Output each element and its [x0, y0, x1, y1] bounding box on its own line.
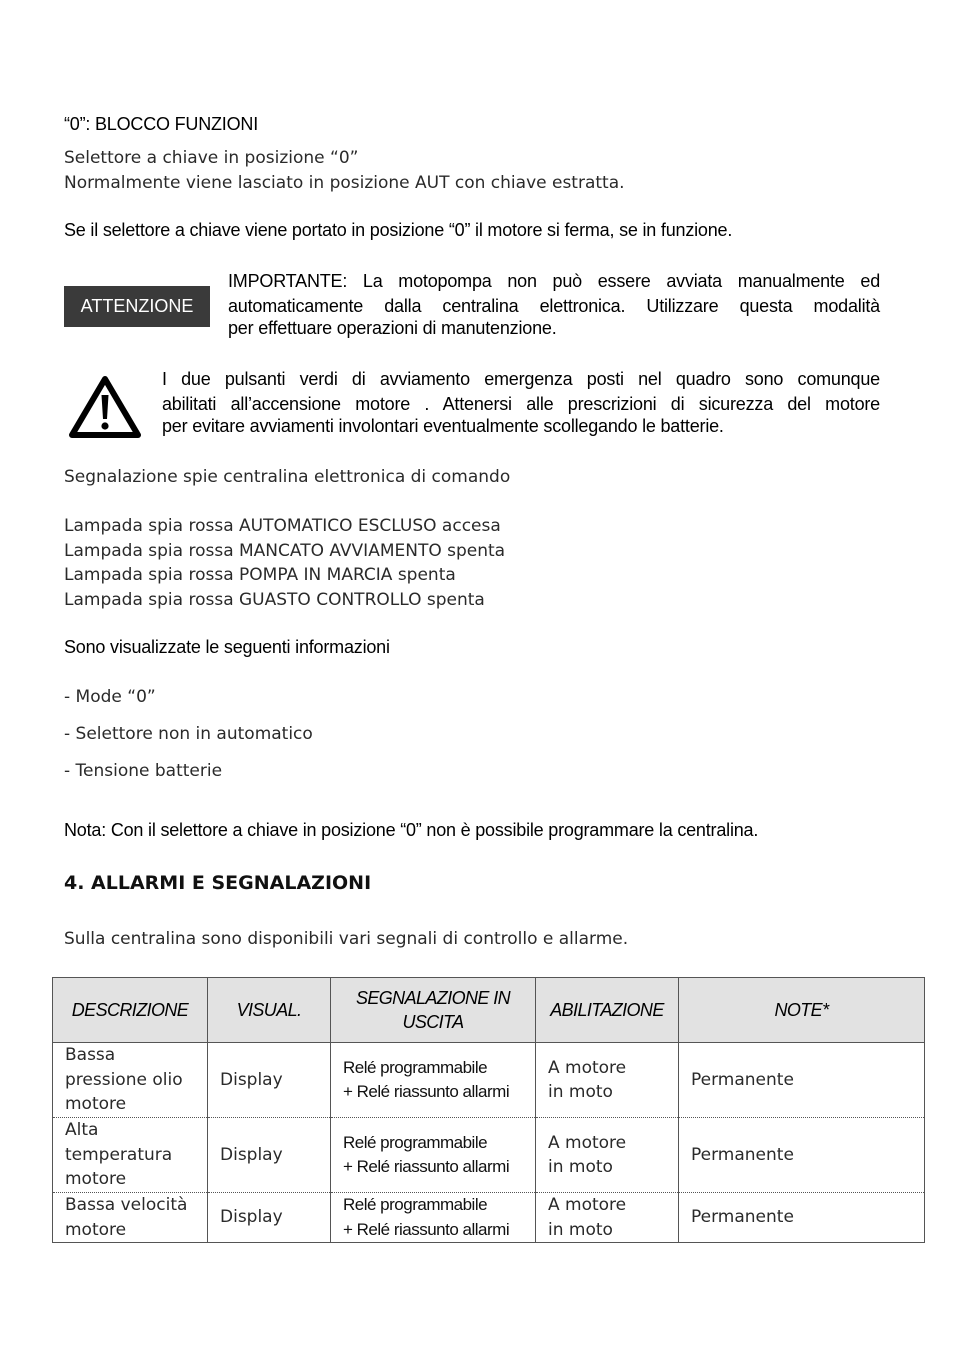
cell-line: temperatura	[65, 1144, 173, 1165]
cell-note: Permanente	[679, 1118, 925, 1193]
blocco-note: Se il selettore a chiave viene portato in posizione “0” il motore si ferma, se in funzione.	[64, 220, 733, 240]
lamp-item: Lampada spia rossa GUASTO CONTROLLO spenta	[64, 589, 485, 610]
alarms-table	[52, 977, 925, 1243]
cell-line: motore	[65, 1169, 127, 1190]
nota-text: Nota: Con il selettore a chiave in posizione “0” non è possibile programmare la centralina.	[64, 820, 759, 840]
cell-line: + Relé riassunto allarmi	[343, 1082, 510, 1101]
cell-line: Bassa	[65, 1045, 116, 1066]
important-line: per effettuare operazioni di manutenzione.	[228, 318, 557, 338]
cell-uscita	[331, 1043, 536, 1118]
cell-line: Relé programmabile	[343, 1195, 488, 1214]
lamp-list	[64, 514, 505, 612]
lamp-item: Lampada spia rossa MANCATO AVVIAMENTO spenta	[64, 540, 506, 561]
cell-line: in moto	[548, 1082, 613, 1102]
cell-descrizione	[53, 1118, 208, 1193]
table-row	[53, 1043, 925, 1118]
blocco-description	[64, 146, 625, 195]
warning-line: I due pulsanti verdi di avviamento emergenza posti nel quadro sono comunque	[162, 369, 880, 389]
cell-abilitazione	[536, 1118, 679, 1193]
cell-line: A motore	[548, 1057, 627, 1078]
header-note: NOTE*	[679, 978, 925, 1043]
cell-abilitazione	[536, 1043, 679, 1118]
cell-line: Relé programmabile	[343, 1057, 488, 1077]
info-item: - Tensione batterie	[64, 761, 223, 781]
cell-line: + Relé riassunto allarmi	[343, 1157, 510, 1176]
lamp-item: Lampada spia rossa AUTOMATICO ESCLUSO accesa	[64, 516, 501, 536]
cell-visual: Display	[208, 1118, 331, 1193]
header-segnalazione-line: USCITA	[402, 1012, 464, 1032]
cell-uscita	[331, 1118, 536, 1193]
cell-line: in moto	[548, 1219, 613, 1240]
table-header-row	[53, 978, 925, 1043]
section-intro: Sulla centralina sono disponibili vari segnali di controllo e allarme.	[64, 929, 629, 949]
blocco-line: Selettore a chiave in posizione “0”	[64, 148, 359, 168]
info-item: - Mode “0”	[64, 687, 156, 707]
important-line: IMPORTANTE: La motopompa non può essere avviata manualmente ed	[228, 271, 880, 291]
blocco-line: Normalmente viene lasciato in posizione AUT con chiave estratta.	[64, 172, 625, 193]
header-visual: VISUAL.	[208, 978, 331, 1043]
cell-abilitazione	[536, 1193, 679, 1243]
header-segnalazione-line: SEGNALAZIONE IN	[355, 988, 511, 1008]
signals-title: Segnalazione spie centralina elettronica di comando	[64, 467, 511, 487]
warning-line: abilitati all’accensione motore . Attenersi alle prescrizioni di sicurezza del motore	[162, 393, 880, 414]
cell-line: motore	[65, 1094, 127, 1115]
lamp-item: Lampada spia rossa POMPA IN MARCIA spenta	[64, 565, 456, 585]
header-segnalazione	[331, 978, 536, 1043]
warning-triangle-icon	[68, 374, 142, 440]
warning-paragraph	[162, 367, 880, 437]
cell-visual: Display	[208, 1193, 331, 1243]
cell-line: Relé programmabile	[343, 1132, 488, 1152]
section-heading-allarmi: 4. ALLARMI E SEGNALAZIONI	[64, 872, 372, 894]
cell-line: A motore	[548, 1195, 627, 1215]
cell-descrizione	[53, 1043, 208, 1118]
cell-line: A motore	[548, 1132, 627, 1153]
cell-line: pressione olio	[65, 1069, 183, 1090]
header-descrizione: DESCRIZIONE	[53, 978, 208, 1043]
warning-line: per evitare avviamenti involontari eventualmente scollegando le batterie.	[162, 416, 724, 436]
table-row	[53, 1118, 925, 1193]
info-title: Sono visualizzate le seguenti informazioni	[64, 637, 390, 657]
cell-line: + Relé riassunto allarmi	[343, 1219, 510, 1239]
cell-note: Permanente	[679, 1193, 925, 1243]
attention-badge: ATTENZIONE	[64, 286, 210, 327]
cell-descrizione	[53, 1193, 208, 1243]
cell-uscita	[331, 1193, 536, 1243]
cell-note: Permanente	[679, 1043, 925, 1118]
cell-line: Alta	[65, 1120, 99, 1141]
info-item: - Selettore non in automatico	[64, 724, 313, 744]
cell-line: motore	[65, 1219, 127, 1240]
important-paragraph	[228, 269, 880, 339]
cell-line: in moto	[548, 1157, 613, 1177]
cell-visual: Display	[208, 1043, 331, 1118]
header-abilitazione: ABILITAZIONE	[536, 978, 679, 1043]
cell-line: Bassa velocità	[65, 1195, 188, 1215]
important-line: automaticamente dalla centralina elettronica. Utilizzare questa modalità	[228, 295, 880, 316]
section-title-blocco-funzioni: “0”: BLOCCO FUNZIONI	[64, 114, 259, 134]
table-row	[53, 1193, 925, 1243]
